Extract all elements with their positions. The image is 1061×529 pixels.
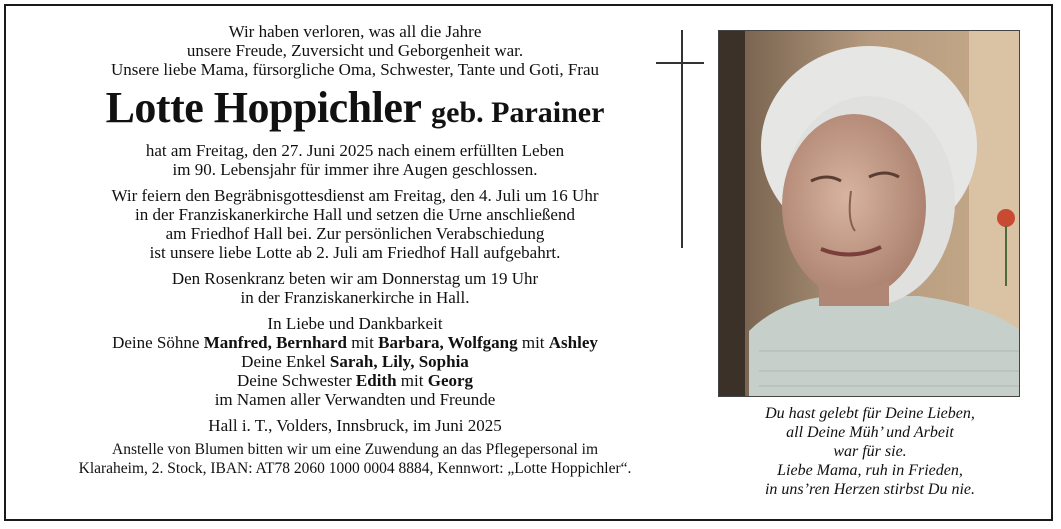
deceased-name-main: Lotte Hoppichler [105, 83, 421, 132]
grandchildren-line [10, 352, 700, 371]
death-line-2: im 90. Lebensjahr für immer ihre Augen geschlossen. [172, 160, 538, 179]
sons-prefix: Deine Söhne [112, 333, 200, 352]
cross-icon-bar [656, 62, 704, 64]
death-line-1: hat am Freitag, den 27. Juni 2025 nach einem erfüllten Leben [145, 141, 565, 160]
poem-line-4: Liebe Mama, ruh in Frieden, [777, 462, 963, 479]
relatives-line: im Namen aller Verwandten und Freunde [214, 390, 496, 409]
sons-names-2: Barbara, Wolfgang [378, 333, 518, 352]
sister-name: Edith [355, 371, 397, 390]
place-date: Hall i. T., Volders, Innsbruck, im Juni 2025 [208, 416, 502, 435]
donation-line-1: Anstelle von Blumen bitten wir um eine Zuwendung an das Pflegepersonal im [112, 441, 598, 458]
deceased-name [10, 83, 700, 138]
poem-line-2: all Deine Müh’ und Arbeit [786, 424, 954, 441]
funeral-line-3: am Friedhof Hall bei. Zur persönlichen Verabschiedung [165, 224, 545, 243]
with-word-2: mit [521, 333, 545, 352]
with-word-1: mit [351, 333, 374, 352]
obituary-text [10, 22, 700, 478]
funeral-line-4: ist unsere liebe Lotte ab 2. Juli am Friedhof Hall aufgebahrt. [149, 243, 561, 262]
funeral-line-2: in der Franziskanerkirche Hall und setzen die Urne anschließend [135, 205, 575, 224]
intro-line-1: Wir haben verloren, was all die Jahre [228, 22, 482, 41]
rosary-line-2: in der Franziskanerkirche in Hall. [240, 288, 470, 307]
closing-line: In Liebe und Dankbarkeit [267, 314, 443, 333]
rosary-line-1: Den Rosenkranz beten wir am Donnerstag um 19 Uhr [171, 269, 539, 288]
poem-line-3: war für sie. [833, 443, 907, 460]
sons-line [10, 333, 700, 352]
sons-names-1: Manfred, Bernhard [203, 333, 347, 352]
portrait-photo [718, 30, 1020, 397]
donation-line-2: Klaraheim, 2. Stock, IBAN: AT78 2060 1000 0004 8884, Kennwort: „Lotte Hoppichler“. [78, 460, 632, 477]
birth-name: geb. Parainer [431, 96, 605, 129]
intro-line-3: Unsere liebe Mama, fürsorgliche Oma, Schwester, Tante und Goti, Frau [110, 60, 599, 79]
with-word-3: mit [400, 371, 424, 390]
poem-line-1: Du hast gelebt für Deine Lieben, [765, 405, 975, 422]
grandchildren-names: Sarah, Lily, Sophia [329, 352, 469, 371]
funeral-line-1: Wir feiern den Begräbnisgottesdienst am Freitag, den 4. Juli um 16 Uhr [111, 186, 599, 205]
sons-names-3: Ashley [548, 333, 598, 352]
intro-line-2: unsere Freude, Zuversicht und Geborgenheit war. [186, 41, 524, 60]
poem-line-5: in uns’ren Herzen stirbst Du nie. [764, 481, 976, 498]
poem [720, 404, 1020, 499]
sister-prefix: Deine Schwester [236, 371, 352, 390]
sister-line [10, 371, 700, 390]
sister-partner-name: Georg [427, 371, 474, 390]
portrait-illustration [719, 31, 1020, 397]
grandchildren-prefix: Deine Enkel [241, 352, 326, 371]
